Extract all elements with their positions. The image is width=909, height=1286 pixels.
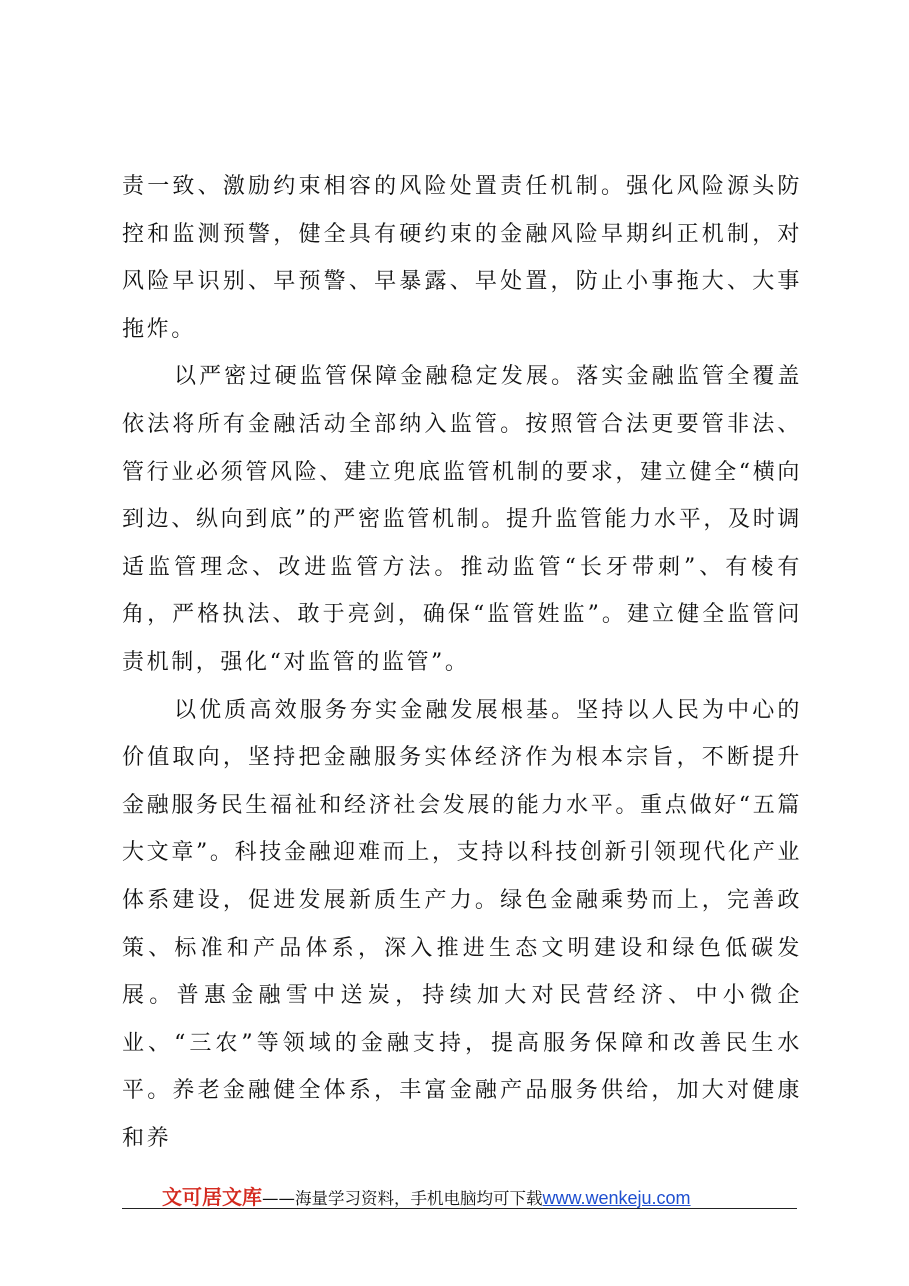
footer-divider bbox=[122, 1208, 797, 1209]
footer-tagline: ——海量学习资料，手机电脑均可下载 bbox=[262, 1189, 543, 1208]
paragraph-1: 责一致、激励约束相容的风险处置责任机制。强化风险源头防控和监测预警，健全具有硬约束的金融风险早期纠正机制，对风险早识别、早预警、早暴露、早处置，防止小事拖大、大事拖炸。 bbox=[122, 174, 802, 342]
paragraph-3: 以优质高效服务夯实金融发展根基。坚持以人民为中心的价值取向，坚持把金融服务实体经济作为根本宗旨，不断提升金融服务民生福祉和经济社会发展的能力水平。重点做好“五篇大文章”。科技金融迎难而上，支持以科技创新引领现代化产业体系建设，促进发展新质生产力。绿色金融乘势而上，完善政策、标准和产品体系，深入推进生态文明建设和绿色低碳发展。普惠金融雪中送炭，持续加大对民营经济、中小微企业、“三农”等领域的金融支持，提高服务保障和改善民生水平。养老金融健全体系，丰富金融产品服务供给，加大对健康和养 bbox=[122, 697, 802, 1151]
footer-brand: 文可居文库 bbox=[162, 1185, 262, 1209]
footer-website-link[interactable]: www.wenkeju.com bbox=[542, 1188, 691, 1208]
page-footer bbox=[0, 1181, 909, 1241]
document-body bbox=[122, 163, 802, 1162]
paragraph-2: 以严密过硬监管保障金融稳定发展。落实金融监管全覆盖依法将所有金融活动全部纳入监管。按照管合法更要管非法、管行业必须管风险、建立兜底监管机制的要求，建立健全“横向到边、纵向到底”的严密监管机制。提升监管能力水平，及时调适监管理念、改进监管方法。推动监管“长牙带刺”、有棱有角，严格执法、敢于亮剑，确保“监管姓监”。建立健全监管问责机制，强化“对监管的监管”。 bbox=[122, 364, 802, 675]
footer-banner bbox=[162, 1181, 691, 1211]
